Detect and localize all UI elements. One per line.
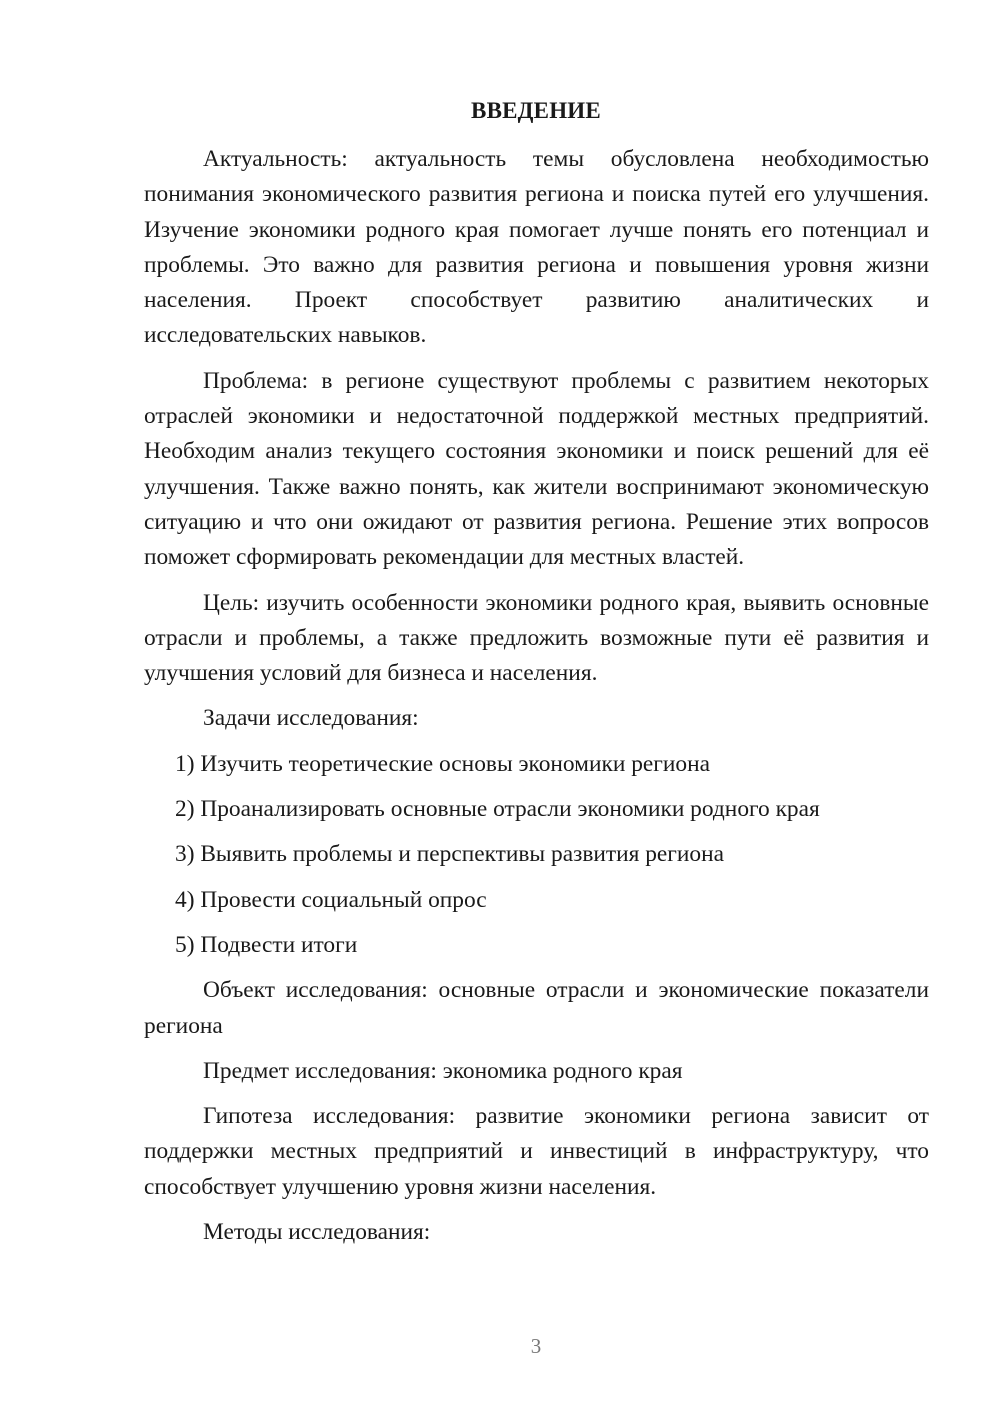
subject-paragraph: Предмет исследования: экономика родного края — [203, 1057, 683, 1084]
hypothesis-paragraph: Гипотеза исследования: развитие экономики региона зависит от поддержки местных предприятий и инвестиций в инфраструктуру, что способствует улучшению уровня жизни населения. — [144, 1103, 929, 1200]
problem-paragraph: Проблема: в регионе существуют проблемы с развитием некоторых отраслей экономики и недостаточной поддержкой местных предприятий. Необходим анализ текущего состояния экономики и поиск решений для её улучшения. Также важно понять, как жители воспринимают экономическую ситуацию и что они ожидают от развития региона. Решение этих вопросов поможет сформировать рекомендации для местных властей. — [144, 367, 929, 571]
methods-title: Методы исследования: — [203, 1219, 431, 1246]
task-item: 5) Подвести итоги — [175, 931, 358, 958]
task-item: 3) Выявить проблемы и перспективы развития региона — [175, 841, 725, 868]
tasks-list — [144, 747, 929, 963]
task-item: 2) Проанализировать основные отрасли экономики родного края — [175, 796, 820, 823]
section-heading: ВВЕДЕНИЕ — [471, 98, 601, 123]
tasks-title: Задачи исследования: — [203, 705, 419, 732]
relevance-paragraph: Актуальность: актуальность темы обусловлена необходимостью понимания экономического развития региона и поиска путей его улучшения. Изучение экономики родного края помогает лучше понять его потенциал и проблемы. Это важно для развития региона и повышения уровня жизни населения. Проект способствует развитию аналитических и исследовательских навыков. — [144, 146, 929, 349]
goal-paragraph: Цель: изучить особенности экономики родного края, выявить основные отрасли и проблемы, а также предложить возможные пути её развития и улучшения условий для бизнеса и населения. — [144, 589, 929, 687]
page-number: 3 — [530, 1334, 542, 1358]
task-item: 4) Провести социальный опрос — [175, 886, 487, 913]
task-item: 1) Изучить теоретические основы экономики региона — [175, 750, 711, 777]
document-body — [144, 142, 929, 1260]
object-paragraph: Объект исследования: основные отрасли и экономические показатели региона — [144, 977, 929, 1039]
